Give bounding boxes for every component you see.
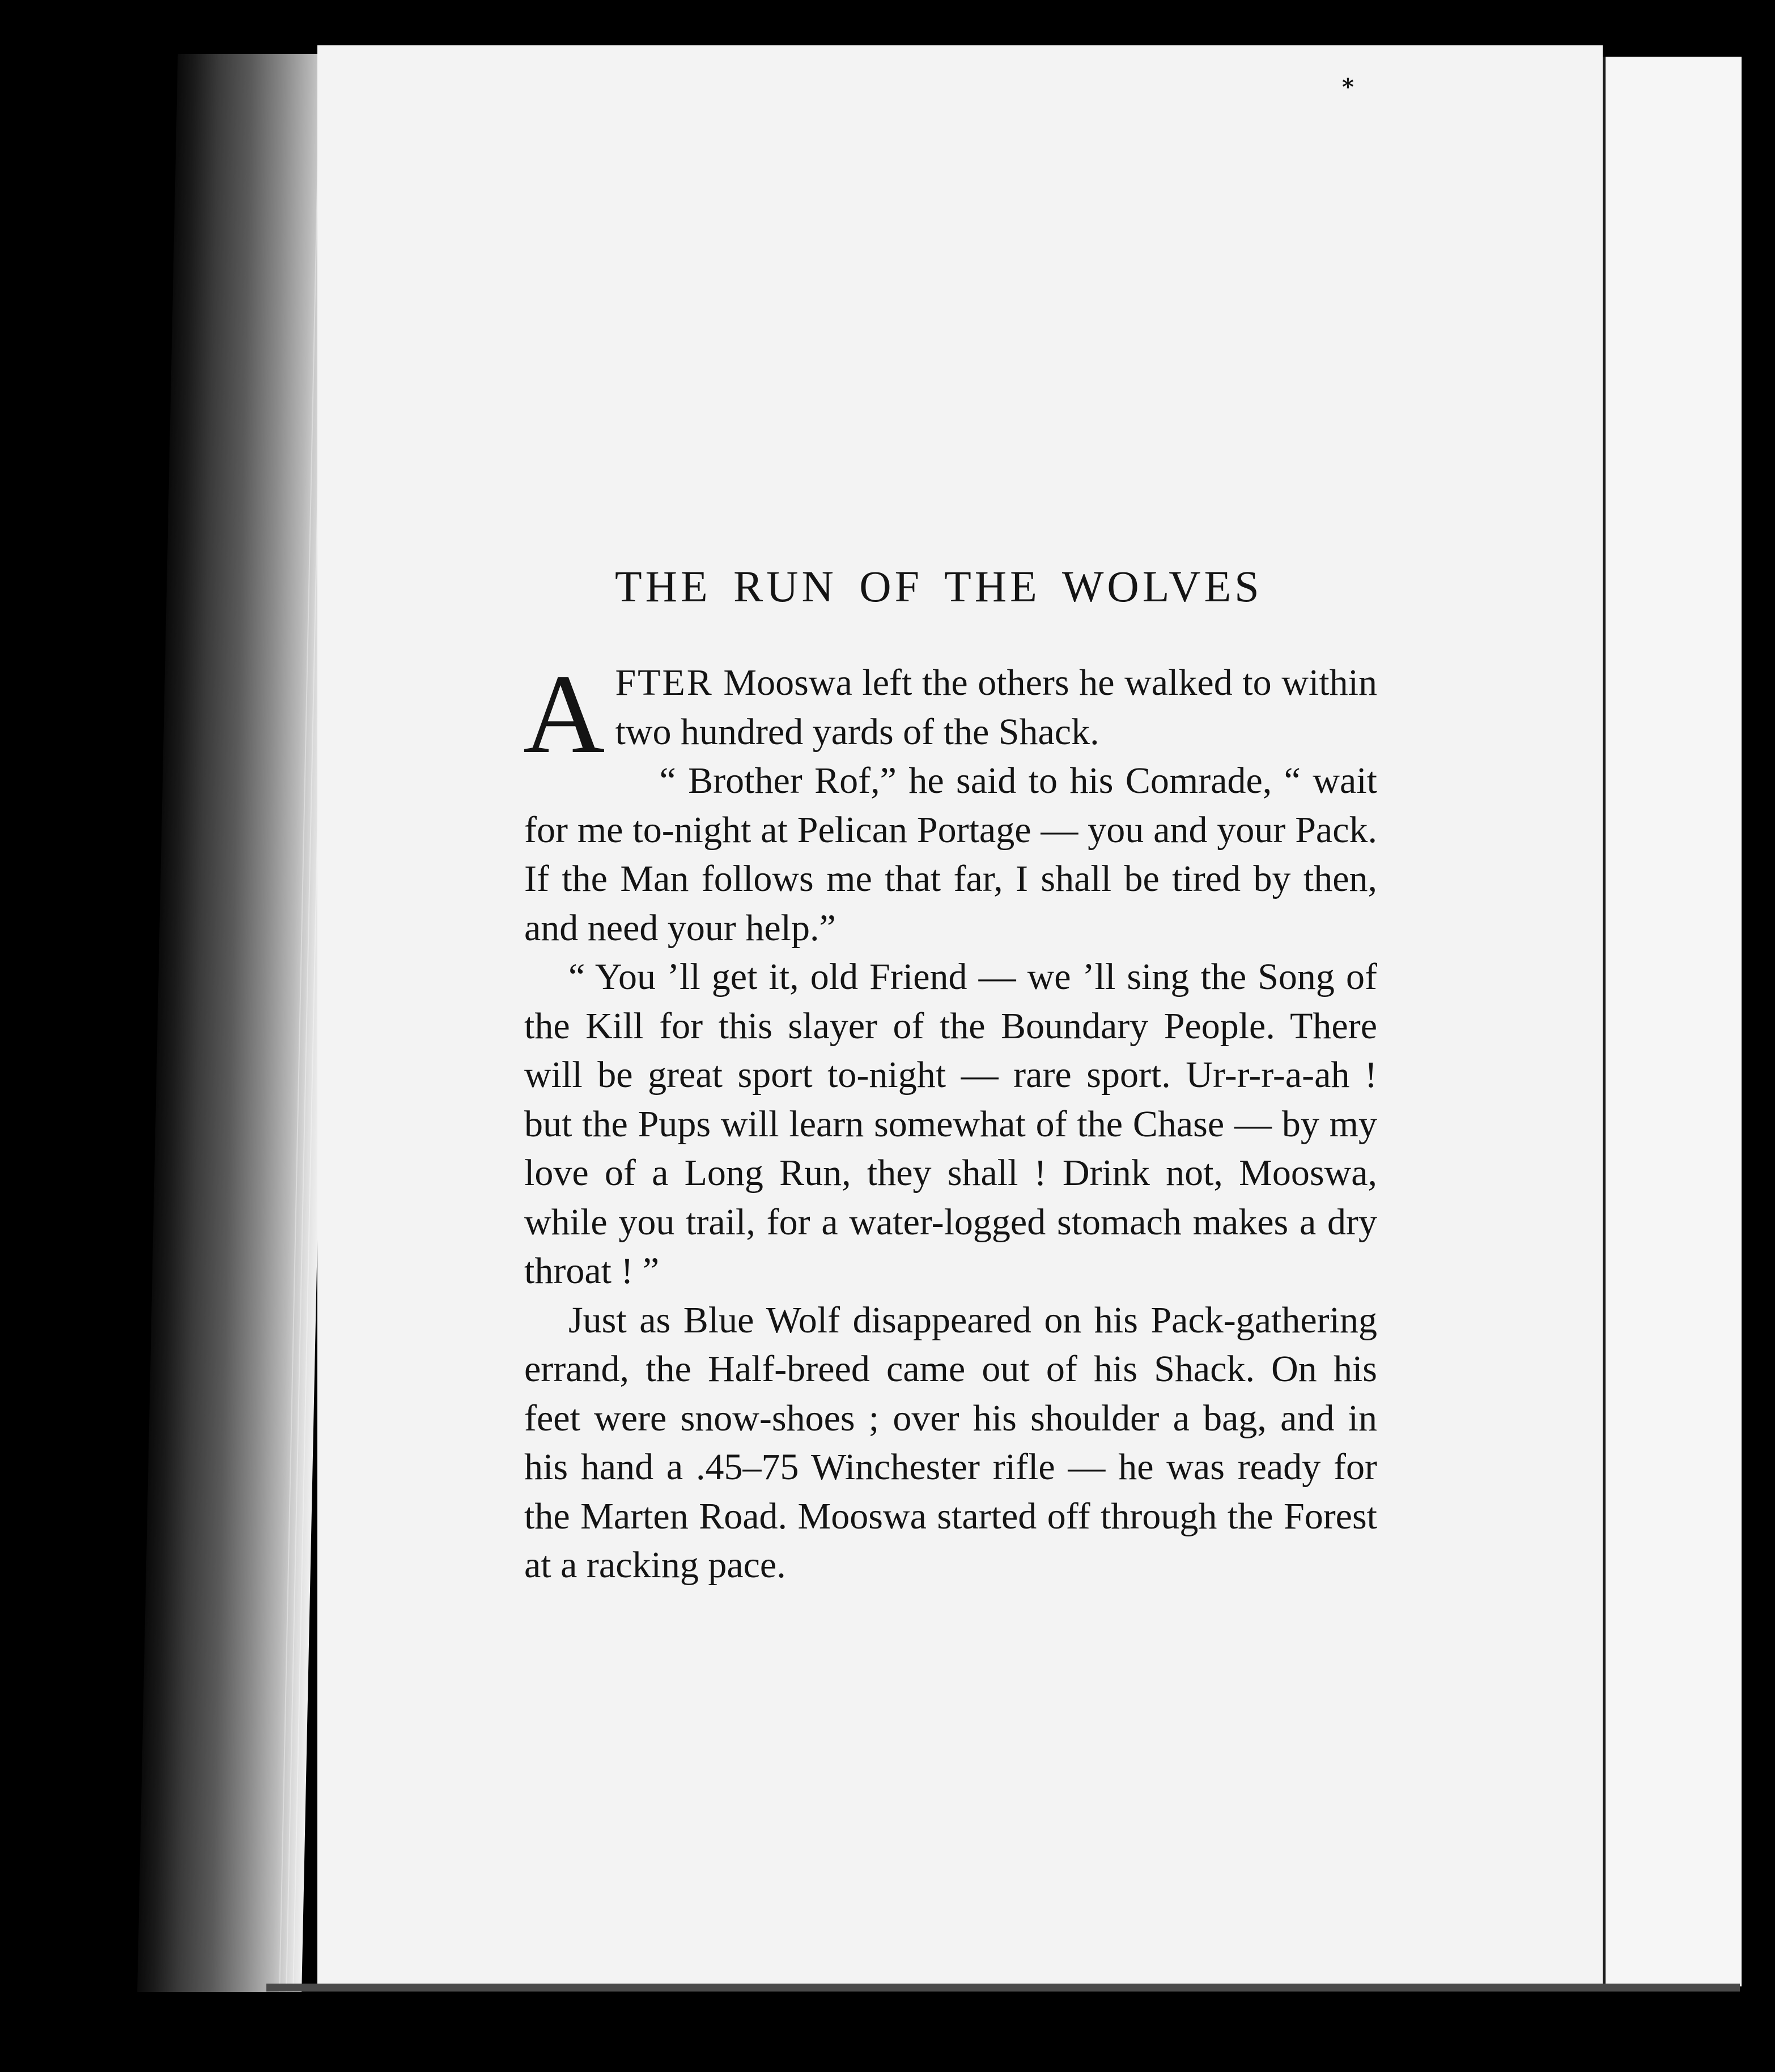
- book-bottom-edge: [266, 1984, 1740, 1992]
- chapter-title: THE RUN OF THE WOLVES: [615, 562, 1263, 611]
- body-text: [523, 652, 1377, 1590]
- paragraph-1: [523, 652, 1377, 777]
- drop-cap: A: [523, 652, 605, 777]
- paragraph-3: “ You ’ll get it, old Friend — we ’ll sing the Song of the Kill for this slayer of the Boundary People. There will be great sport to-night — rare sport. Ur-r-r-a-ah ! but the Pups will learn somewhat of the Chase — by my love of a Long Run, they shall ! Drink not, Mooswa, while you trail, for a water-logged stomach makes a dry throat ! ”: [524, 956, 1377, 1292]
- facing-page-edge: [1603, 57, 1742, 1986]
- page-edge-line: [279, 54, 321, 1992]
- opening-caps: FTER: [615, 662, 714, 703]
- paragraph-1-text: Mooswa left the others he walked to within two hundred yards of the Shack.: [615, 662, 1377, 753]
- paragraph-2: “ Brother Rof,” he said to his Comrade, “ wait for me to-night at Pelican Portage — you and your Pack. If the Man follows me that far, I shall be tired by then, and need your help.”: [524, 760, 1377, 949]
- page-stack-edge: [137, 54, 342, 1992]
- corner-mark: *: [1342, 74, 1354, 100]
- paragraph-4: Just as Blue Wolf disappeared on his Pack-gathering errand, the Half-breed came out of his Shack. On his feet were snow-shoes ; over his shoulder a bag, and in his hand a .45–75 Winchester rifle — he was ready for the Marten Road. Mooswa started off through the Forest at a racking pace.: [524, 1299, 1377, 1586]
